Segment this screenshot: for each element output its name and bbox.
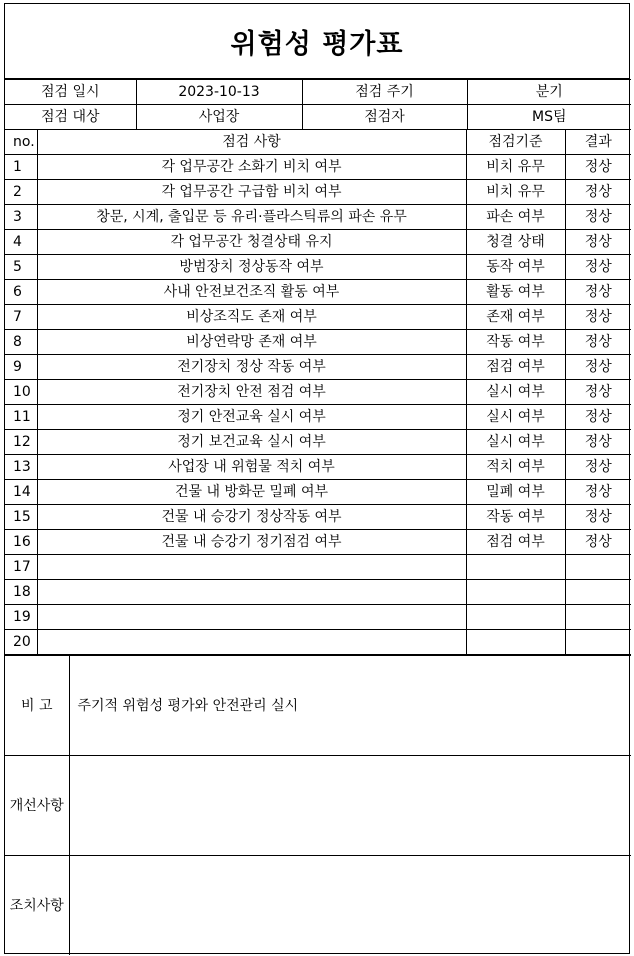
row-no: 17 xyxy=(5,555,37,580)
row-item: 건물 내 방화문 밀폐 여부 xyxy=(37,480,466,505)
table-row xyxy=(5,430,631,455)
action-label: 조치사항 xyxy=(5,856,69,956)
remarks-label: 비 고 xyxy=(5,656,69,756)
row-no: 8 xyxy=(5,330,37,355)
row-item xyxy=(37,580,466,605)
row-result xyxy=(565,630,631,655)
table-row xyxy=(5,605,631,630)
header-item: 점검 사항 xyxy=(37,130,466,155)
row-criteria xyxy=(466,555,565,580)
row-criteria: 점검 여부 xyxy=(466,530,565,555)
row-criteria: 점검 여부 xyxy=(466,355,565,380)
row-no: 15 xyxy=(5,505,37,530)
inspector-label: 점검자 xyxy=(302,105,467,130)
row-criteria: 작동 여부 xyxy=(466,505,565,530)
row-item: 비상조직도 존재 여부 xyxy=(37,305,466,330)
row-no: 20 xyxy=(5,630,37,655)
row-criteria xyxy=(466,580,565,605)
row-result: 정상 xyxy=(565,480,631,505)
row-result: 정상 xyxy=(565,505,631,530)
row-item: 각 업무공간 청결상태 유지 xyxy=(37,230,466,255)
row-result: 정상 xyxy=(565,230,631,255)
row-result: 정상 xyxy=(565,355,631,380)
row-no: 16 xyxy=(5,530,37,555)
table-header-row xyxy=(5,130,631,155)
header-result: 결과 xyxy=(565,130,631,155)
row-result: 정상 xyxy=(565,255,631,280)
target-value: 사업장 xyxy=(136,105,302,130)
row-item: 비상연락망 존재 여부 xyxy=(37,330,466,355)
row-item: 사내 안전보건조직 활동 여부 xyxy=(37,280,466,305)
row-criteria: 존재 여부 xyxy=(466,305,565,330)
row-no: 11 xyxy=(5,405,37,430)
table-row xyxy=(5,355,631,380)
row-result xyxy=(565,605,631,630)
row-no: 12 xyxy=(5,430,37,455)
table-row xyxy=(5,505,631,530)
row-item: 건물 내 승강기 정상작동 여부 xyxy=(37,505,466,530)
inspection-table xyxy=(5,130,631,655)
row-no: 10 xyxy=(5,380,37,405)
date-label: 점검 일시 xyxy=(5,80,136,105)
table-row xyxy=(5,480,631,505)
table-row xyxy=(5,530,631,555)
row-criteria: 비치 유무 xyxy=(466,180,565,205)
table-row xyxy=(5,380,631,405)
row-no: 9 xyxy=(5,355,37,380)
row-criteria: 파손 여부 xyxy=(466,205,565,230)
row-result: 정상 xyxy=(565,305,631,330)
row-item xyxy=(37,605,466,630)
row-criteria xyxy=(466,605,565,630)
row-result: 정상 xyxy=(565,155,631,180)
table-row xyxy=(5,330,631,355)
row-item: 건물 내 승강기 정기점검 여부 xyxy=(37,530,466,555)
info-table xyxy=(5,79,631,130)
table-row xyxy=(5,555,631,580)
notes-table xyxy=(5,655,631,955)
row-no: 13 xyxy=(5,455,37,480)
row-item: 전기장치 정상 작동 여부 xyxy=(37,355,466,380)
row-result: 정상 xyxy=(565,380,631,405)
row-result: 정상 xyxy=(565,180,631,205)
table-row xyxy=(5,630,631,655)
row-item: 정기 보건교육 실시 여부 xyxy=(37,430,466,455)
row-result: 정상 xyxy=(565,405,631,430)
cycle-label: 점검 주기 xyxy=(302,80,467,105)
action-value xyxy=(69,856,631,956)
row-item xyxy=(37,555,466,580)
improvement-row xyxy=(5,756,631,856)
row-item xyxy=(37,630,466,655)
document-title: 위험성 평가표 xyxy=(5,4,629,79)
row-result: 정상 xyxy=(565,530,631,555)
row-no: 14 xyxy=(5,480,37,505)
row-result: 정상 xyxy=(565,455,631,480)
table-row xyxy=(5,405,631,430)
row-no: 5 xyxy=(5,255,37,280)
row-no: 18 xyxy=(5,580,37,605)
row-item: 사업장 내 위험물 적치 여부 xyxy=(37,455,466,480)
row-no: 7 xyxy=(5,305,37,330)
info-row-date xyxy=(5,80,631,105)
remarks-row xyxy=(5,656,631,756)
row-item: 창문, 시계, 출입문 등 유리·플라스틱류의 파손 유무 xyxy=(37,205,466,230)
row-criteria: 활동 여부 xyxy=(466,280,565,305)
row-result: 정상 xyxy=(565,205,631,230)
row-item: 각 업무공간 소화기 비치 여부 xyxy=(37,155,466,180)
row-criteria: 비치 유무 xyxy=(466,155,565,180)
row-no: 2 xyxy=(5,180,37,205)
table-row xyxy=(5,230,631,255)
row-criteria xyxy=(466,630,565,655)
row-criteria: 작동 여부 xyxy=(466,330,565,355)
row-criteria: 밀폐 여부 xyxy=(466,480,565,505)
row-criteria: 동작 여부 xyxy=(466,255,565,280)
row-item: 각 업무공간 구급함 비치 여부 xyxy=(37,180,466,205)
row-no: 19 xyxy=(5,605,37,630)
inspector-value: MS팀 xyxy=(467,105,631,130)
cycle-value: 분기 xyxy=(467,80,631,105)
improvement-label: 개선사항 xyxy=(5,756,69,856)
remarks-value: 주기적 위험성 평가와 안전관리 실시 xyxy=(69,656,631,756)
row-result xyxy=(565,580,631,605)
date-value: 2023-10-13 xyxy=(136,80,302,105)
row-result: 정상 xyxy=(565,280,631,305)
row-item: 전기장치 안전 점검 여부 xyxy=(37,380,466,405)
table-row xyxy=(5,280,631,305)
info-row-target xyxy=(5,105,631,130)
row-criteria: 실시 여부 xyxy=(466,405,565,430)
table-row xyxy=(5,580,631,605)
row-criteria: 적치 여부 xyxy=(466,455,565,480)
risk-assessment-sheet xyxy=(4,3,630,954)
action-row xyxy=(5,856,631,956)
table-row xyxy=(5,205,631,230)
header-criteria: 점검기준 xyxy=(466,130,565,155)
header-no: no. xyxy=(5,130,37,155)
table-row xyxy=(5,255,631,280)
row-no: 1 xyxy=(5,155,37,180)
table-row xyxy=(5,180,631,205)
table-row xyxy=(5,455,631,480)
table-row xyxy=(5,305,631,330)
row-criteria: 실시 여부 xyxy=(466,380,565,405)
row-criteria: 청결 상태 xyxy=(466,230,565,255)
row-result xyxy=(565,555,631,580)
row-no: 6 xyxy=(5,280,37,305)
row-item: 정기 안전교육 실시 여부 xyxy=(37,405,466,430)
row-item: 방범장치 정상동작 여부 xyxy=(37,255,466,280)
target-label: 점검 대상 xyxy=(5,105,136,130)
row-result: 정상 xyxy=(565,330,631,355)
row-criteria: 실시 여부 xyxy=(466,430,565,455)
row-result: 정상 xyxy=(565,430,631,455)
improvement-value xyxy=(69,756,631,856)
row-no: 3 xyxy=(5,205,37,230)
row-no: 4 xyxy=(5,230,37,255)
table-row xyxy=(5,155,631,180)
